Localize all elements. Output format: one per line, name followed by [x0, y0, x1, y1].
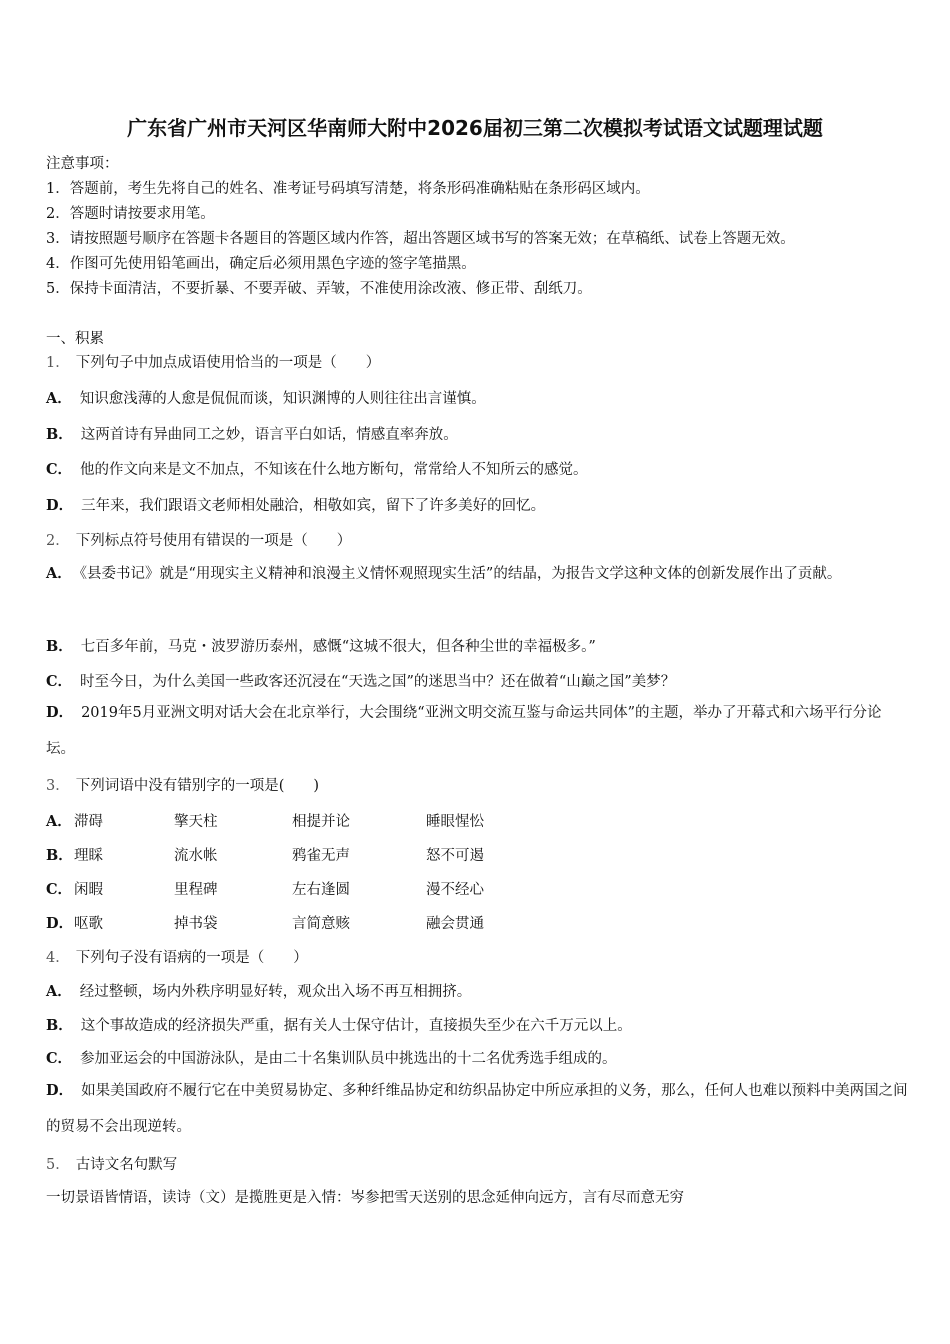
- word: 理睬: [74, 848, 103, 864]
- word: 擎天柱: [174, 814, 218, 830]
- question-1-stem: [46, 351, 380, 372]
- question-text: 下列句子没有语病的一项是（ ）: [75, 950, 308, 966]
- question-number: 5．: [46, 1157, 70, 1173]
- option-text: 经过整顿，场内外秩序明显好转，观众出入场不再互相拥挤。: [79, 984, 472, 1000]
- question-2-stem: [46, 529, 351, 550]
- question-text: 下列词语中没有错别字的一项是( ): [75, 778, 320, 794]
- notice-item: 5．保持卡面清洁，不要折暴、不要弄破、弄皱，不准使用涂改液、修正带、刮纸刀。: [46, 281, 592, 297]
- option-text: 知识愈浅薄的人愈是侃侃而谈，知识渊博的人则往往出言谨慎。: [79, 391, 486, 407]
- option-label: D．: [46, 497, 74, 514]
- option-text: 参加亚运会的中国游泳队，是由二十名集训队员中挑选出的十二名优秀选手组成的。: [80, 1051, 617, 1067]
- option-label: B．: [46, 1017, 73, 1034]
- word: 相提并论: [292, 814, 350, 830]
- question-text: 下列标点符号使用有错误的一项是（ ）: [75, 533, 352, 549]
- question-5-stem: [46, 1153, 177, 1174]
- option-label: A．: [46, 390, 72, 407]
- question-number: 3．: [46, 778, 70, 794]
- word: 融会贯通: [426, 916, 484, 932]
- option-text: 他的作文向来是文不加点，不知该在什么地方断句，常常给人不知所云的感觉。: [80, 462, 588, 478]
- option-label: A．: [46, 813, 72, 830]
- question-4-stem: [46, 946, 308, 967]
- option-b: [46, 1014, 632, 1035]
- page-title: 广东省广州市天河区华南师大附中2026届初三第二次模拟考试语文试题理试题: [127, 116, 823, 140]
- option-b: [46, 423, 458, 444]
- question-5-text: 一切景语皆情语，读诗（文）是揽胜更是入情：岑参把雪天送别的思念延伸向远方，言有尽而意无穷: [46, 1190, 684, 1206]
- word: 言简意赅: [292, 916, 350, 932]
- question-text: 下列句子中加点成语使用恰当的一项是（ ）: [75, 355, 381, 371]
- word: 闲暇: [74, 882, 103, 898]
- option-label: A．: [46, 565, 72, 582]
- option-d: [46, 1073, 908, 1145]
- notice-item: 4．作图可先使用铅笔画出，确定后必须用黑色字迹的签字笔描黑。: [46, 256, 476, 272]
- option-a: [46, 387, 486, 408]
- option-text: 2019年5月亚洲文明对话大会在北京举行，大会围绕“亚洲文明交流互鉴与命运共同体”的主题，举办了开幕式和六场平行分论坛。: [46, 705, 882, 757]
- option-label: B．: [46, 638, 73, 655]
- option-c: [46, 458, 588, 479]
- question-3-stem: [46, 774, 319, 795]
- option-label: B．: [46, 847, 73, 864]
- word: 鸦雀无声: [292, 848, 350, 864]
- notice-heading: 注意事项：: [46, 156, 119, 172]
- question-number: 1．: [46, 355, 70, 371]
- option-label: B．: [46, 426, 73, 443]
- section-heading: 一、积累: [46, 331, 104, 347]
- option-text: 七百多年前，马克・波罗游历泰州，感慨“这城不很大，但各种尘世的幸福极多。”: [80, 639, 596, 655]
- option-label: C．: [46, 1050, 73, 1067]
- option-text: 这个事故造成的经济损失严重，据有关人士保守估计，直接损失至少在六千万元以上。: [80, 1018, 632, 1034]
- word: 睡眼惺忪: [426, 814, 484, 830]
- word: 滞碍: [74, 814, 103, 830]
- question-number: 4．: [46, 950, 70, 966]
- option-d: [46, 494, 545, 515]
- option-b: [46, 635, 596, 656]
- option-label: D．: [46, 915, 74, 932]
- option-label: C．: [46, 673, 73, 690]
- option-d: [46, 695, 908, 767]
- option-text: 三年来，我们跟语文老师相处融洽，相敬如宾，留下了许多美好的回忆。: [81, 498, 546, 514]
- word: 流水帐: [174, 848, 218, 864]
- option-a: [46, 980, 471, 1001]
- option-label: D．: [46, 1082, 74, 1099]
- word: 掉书袋: [174, 916, 218, 932]
- option-label: D．: [46, 704, 74, 721]
- question-number: 2．: [46, 533, 70, 549]
- option-label: C．: [46, 881, 73, 898]
- notice-item: 3．请按照题号顺序在答题卡各题目的答题区域内作答，超出答题区域书写的答案无效；在草稿纸、试卷上答题无效。: [46, 231, 795, 247]
- question-text: 古诗文名句默写: [75, 1157, 178, 1173]
- notice-item: 2．答题时请按要求用笔。: [46, 206, 215, 222]
- word: 呕歌: [74, 916, 103, 932]
- option-c: [46, 1047, 617, 1068]
- option-text: 如果美国政府不履行它在中美贸易协定、多种纤维品协定和纺织品协定中所应承担的义务，那么，任何人也难以预料中美两国之间的贸易不会出现逆转。: [46, 1083, 908, 1135]
- word: 漫不经心: [426, 882, 484, 898]
- option-text: 《县委书记》就是“用现实主义精神和浪漫主义情怀观照现实生活”的结晶，为报告文学这种文体的创新发展作出了贡献。: [79, 566, 842, 582]
- option-text: 时至今日，为什么美国一些政客还沉浸在“天选之国”的迷思当中？还在做着“山巅之国”美梦？: [80, 674, 676, 690]
- option-a: [46, 556, 908, 592]
- word: 里程碑: [174, 882, 218, 898]
- notice-item: 1．答题前，考生先将自己的姓名、准考证号码填写清楚，将条形码准确粘贴在条形码区域内。: [46, 181, 650, 197]
- option-label: C．: [46, 461, 73, 478]
- word: 左右逢圆: [292, 882, 350, 898]
- option-c: [46, 670, 675, 691]
- option-label: A．: [46, 983, 72, 1000]
- option-text: 这两首诗有异曲同工之妙，语言平白如话，情感直率奔放。: [80, 427, 458, 443]
- word: 怒不可遏: [426, 848, 484, 864]
